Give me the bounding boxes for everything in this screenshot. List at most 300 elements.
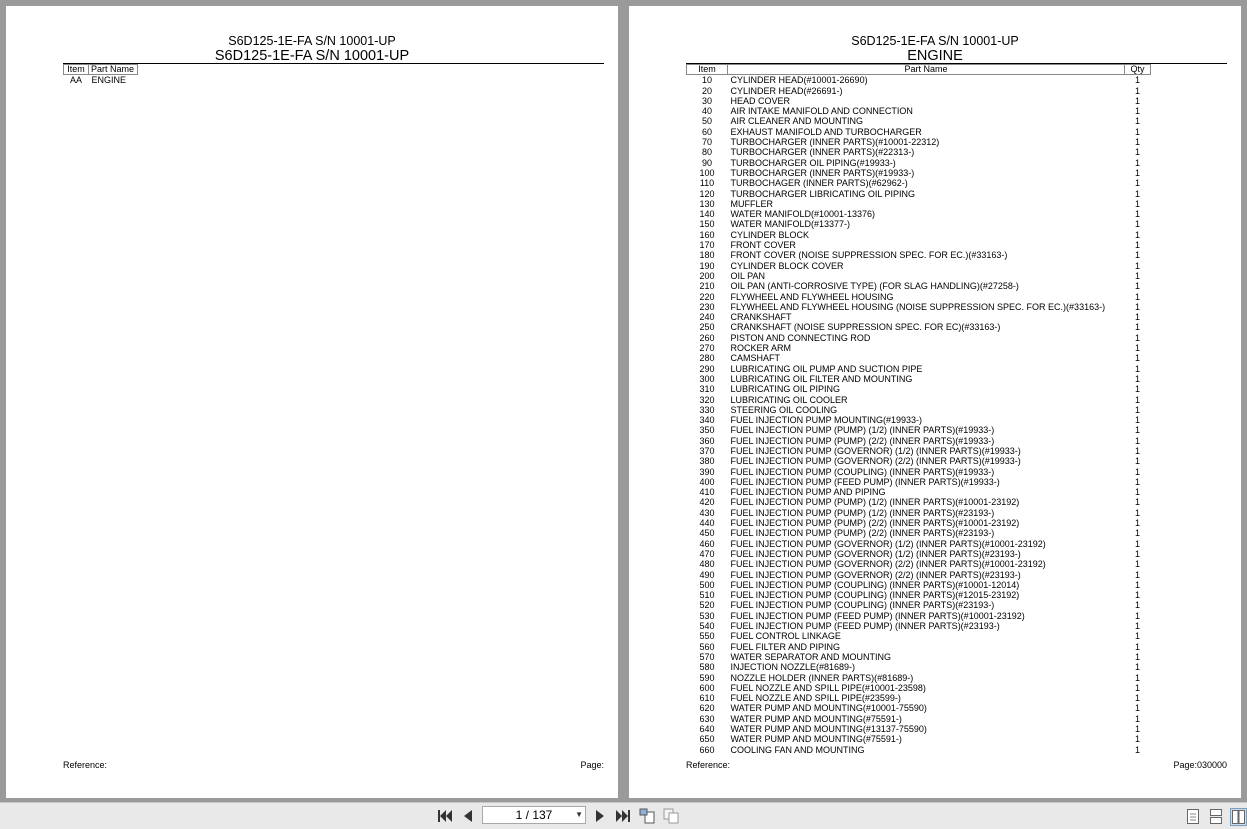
quantity: 1	[1134, 291, 1140, 302]
page-header-line2: ENGINE	[907, 48, 963, 64]
quantity: 1	[1134, 373, 1140, 384]
item-number: 210	[699, 281, 715, 292]
part-name: FUEL INJECTION PUMP (COUPLING) (INNER PARTS)(#12015-23192)	[730, 590, 1020, 601]
part-name: FRONT COVER	[730, 240, 796, 251]
item-number: 280	[699, 353, 715, 364]
quantity: 1	[1134, 147, 1140, 158]
quantity: 1	[1134, 363, 1140, 374]
viewer-toolbar	[0, 802, 1247, 829]
item-number: 580	[699, 662, 715, 673]
item-number: 450	[699, 528, 715, 539]
quantity: 1	[1134, 476, 1140, 487]
table-row	[687, 539, 1151, 549]
skip-to-last-icon[interactable]	[615, 808, 631, 824]
table-row	[687, 374, 1151, 384]
previous-page-icon[interactable]	[460, 808, 476, 824]
item-number: 320	[699, 394, 715, 405]
rotate-view-icon[interactable]	[639, 808, 655, 824]
part-name: FUEL INJECTION PUMP (PUMP) (2/2) (INNER PARTS)(#19933-)	[730, 435, 995, 446]
item-number: 640	[699, 724, 715, 734]
item-number: 530	[699, 610, 715, 621]
table-row	[687, 497, 1151, 507]
table-row	[687, 724, 1151, 734]
item-number: 310	[699, 384, 715, 395]
table-row	[687, 168, 1151, 178]
item-number: 220	[699, 291, 715, 302]
quantity: 1	[1134, 713, 1140, 724]
quantity: 1	[1134, 415, 1140, 426]
item-number: 560	[699, 641, 715, 652]
table-row	[687, 652, 1151, 662]
item-number: 110	[699, 178, 715, 189]
quantity: 1	[1134, 672, 1140, 683]
part-name: FUEL INJECTION PUMP (COUPLING) (INNER PARTS)(#23193-)	[730, 600, 995, 611]
item-number: 180	[699, 250, 715, 261]
quantity: 1	[1134, 137, 1140, 148]
part-name: WATER MANIFOLD(#10001-13376)	[730, 209, 876, 220]
table-row	[687, 487, 1151, 497]
part-name: TURBOCHARGER (INNER PARTS)(#10001-22312)	[730, 137, 940, 148]
table-row	[687, 745, 1151, 755]
item-number: 410	[699, 487, 715, 498]
part-name: FUEL INJECTION PUMP (FEED PUMP) (INNER PARTS)(#10001-23192)	[730, 610, 1025, 621]
item-number: 300	[699, 373, 715, 384]
part-name: WATER PUMP AND MOUNTING(#13137-75590)	[730, 724, 927, 734]
quantity: 1	[1134, 621, 1140, 632]
part-name: MUFFLER	[730, 198, 773, 209]
table-row	[687, 631, 1151, 641]
quantity: 1	[1134, 270, 1140, 281]
table-row	[687, 415, 1151, 425]
next-page-icon[interactable]	[592, 808, 608, 824]
quantity: 1	[1134, 229, 1140, 240]
item-number: 600	[699, 682, 715, 693]
table-row	[687, 384, 1151, 394]
table-row	[687, 600, 1151, 610]
quantity: 1	[1134, 425, 1140, 436]
item-number: 340	[699, 415, 715, 426]
part-name: TURBOCHARGER OIL PIPING(#19933-)	[730, 157, 896, 168]
item-number: 40	[701, 106, 712, 117]
table-row	[687, 518, 1151, 528]
part-name: FUEL INJECTION PUMP (PUMP) (1/2) (INNER PARTS)(#19933-)	[730, 425, 995, 436]
quantity: 1	[1134, 250, 1140, 261]
table-row	[687, 559, 1151, 569]
quantity: 1	[1134, 487, 1140, 498]
part-name: TURBOCHARGER (INNER PARTS)(#22313-)	[730, 147, 915, 158]
part-name: FUEL INJECTION PUMP (GOVERNOR) (2/2) (INNER PARTS)(#23193-)	[730, 569, 1021, 580]
table-row	[687, 333, 1151, 343]
item-number: 430	[699, 507, 715, 518]
item-number: 490	[699, 569, 715, 580]
item-number: 130	[699, 198, 715, 209]
table-row	[687, 189, 1151, 199]
item-number: 390	[699, 466, 715, 477]
parts-table-body	[64, 75, 138, 86]
table-row	[687, 436, 1151, 446]
part-name: FRONT COVER (NOISE SUPPRESSION SPEC. FOR EC.)(#33163-)	[730, 250, 1008, 261]
page-header-line1: S6D125-1E-FA S/N 10001-UP	[851, 34, 1019, 48]
item-number: 460	[699, 538, 715, 549]
part-name: LUBRICATING OIL PUMP AND SUCTION PIPE	[730, 363, 923, 374]
table-row	[687, 693, 1151, 703]
table-row	[687, 456, 1151, 466]
table-row	[687, 209, 1151, 219]
part-name: FUEL INJECTION PUMP (GOVERNOR) (1/2) (INNER PARTS)(#23193-)	[730, 548, 1021, 559]
item-number: 140	[699, 209, 715, 220]
quantity: 1	[1134, 157, 1140, 168]
part-name: OIL PAN (ANTI-CORROSIVE TYPE) (FOR SLAG HANDLING)(#27258-)	[730, 281, 1019, 292]
item-number: 630	[699, 713, 715, 724]
part-name: FUEL INJECTION PUMP MOUNTING(#19933-)	[730, 415, 923, 426]
quantity: 1	[1134, 641, 1140, 652]
part-name: AIR CLEANER AND MOUNTING	[730, 116, 864, 127]
quantity: 1	[1134, 662, 1140, 673]
table-row	[687, 137, 1151, 147]
page-number-input[interactable]	[482, 806, 586, 824]
quantity: 1	[1134, 209, 1140, 220]
header-rule	[63, 63, 604, 64]
table-row	[687, 353, 1151, 363]
item-number: 480	[699, 559, 715, 570]
part-name: FUEL NOZZLE AND SPILL PIPE(#10001-23598)	[730, 682, 926, 693]
table-row	[64, 75, 138, 86]
quantity: 1	[1134, 312, 1140, 323]
table-row	[687, 477, 1151, 487]
column-header-item: Item	[64, 65, 89, 75]
quantity: 1	[1134, 579, 1140, 590]
table-row	[687, 302, 1151, 312]
item-number: 620	[699, 703, 715, 714]
part-name: AIR INTAKE MANIFOLD AND CONNECTION	[730, 106, 913, 117]
part-name: CYLINDER BLOCK COVER	[730, 260, 844, 271]
quantity: 1	[1134, 703, 1140, 714]
item-number: 660	[699, 744, 715, 755]
column-header-item: Item	[687, 65, 728, 75]
quantity: 1	[1134, 404, 1140, 415]
part-name: ROCKER ARM	[730, 343, 792, 354]
item-number: 10	[701, 75, 712, 86]
table-row	[687, 199, 1151, 209]
quantity: 1	[1134, 682, 1140, 693]
quantity: 1	[1134, 435, 1140, 446]
quantity: 1	[1134, 219, 1140, 230]
column-header-part-name: Part Name	[728, 65, 1125, 75]
quantity: 1	[1134, 322, 1140, 333]
column-header-qty: Qty	[1125, 65, 1151, 75]
quantity: 1	[1134, 528, 1140, 539]
table-row	[687, 508, 1151, 518]
part-name: FUEL CONTROL LINKAGE	[730, 631, 841, 642]
quantity: 1	[1134, 559, 1140, 570]
table-row	[687, 405, 1151, 415]
table-row	[687, 240, 1151, 250]
table-row	[687, 703, 1151, 713]
part-name: CRANKSHAFT (NOISE SUPPRESSION SPEC. FOR EC)(#33163-)	[730, 322, 1001, 333]
table-row	[687, 281, 1151, 291]
part-name: HEAD COVER	[730, 95, 791, 106]
table-row	[687, 250, 1151, 260]
quantity: 1	[1134, 116, 1140, 127]
single-page-view-icon[interactable]	[1185, 808, 1201, 824]
item-number: 510	[699, 590, 715, 601]
table-row	[687, 343, 1151, 353]
quantity: 1	[1134, 85, 1140, 96]
quantity: 1	[1134, 610, 1140, 621]
part-name: FUEL INJECTION PUMP (GOVERNOR) (1/2) (INNER PARTS)(#19933-)	[730, 445, 1021, 456]
quantity: 1	[1134, 301, 1140, 312]
part-name: FUEL INJECTION PUMP (COUPLING) (INNER PARTS)(#19933-)	[730, 466, 995, 477]
quantity: 1	[1134, 332, 1140, 343]
table-row	[687, 590, 1151, 600]
item-number: 20	[701, 85, 712, 96]
quantity: 1	[1134, 198, 1140, 209]
table-row	[687, 683, 1151, 693]
item-number: AA	[69, 75, 82, 86]
part-name: ENGINE	[91, 75, 127, 86]
part-name: INJECTION NOZZLE(#81689-)	[730, 662, 856, 673]
table-row	[687, 364, 1151, 374]
table-row	[687, 425, 1151, 435]
item-number: 30	[701, 95, 712, 106]
parts-table	[686, 64, 1151, 755]
quantity: 1	[1134, 466, 1140, 477]
table-row	[687, 580, 1151, 590]
table-row	[687, 116, 1151, 126]
item-number: 190	[699, 260, 715, 271]
table-row	[687, 127, 1151, 137]
table-row	[687, 261, 1151, 271]
item-number: 270	[699, 343, 715, 354]
quantity: 1	[1134, 497, 1140, 508]
part-name: NOZZLE HOLDER (INNER PARTS)(#81689-)	[730, 672, 914, 683]
item-number: 50	[701, 116, 712, 127]
quantity: 1	[1134, 106, 1140, 117]
table-row	[687, 662, 1151, 672]
part-name: FLYWHEEL AND FLYWHEEL HOUSING (NOISE SUPPRESSION SPEC. FOR EC.)(#33163-)	[730, 301, 1106, 312]
item-number: 420	[699, 497, 715, 508]
item-number: 360	[699, 435, 715, 446]
part-name: LUBRICATING OIL FILTER AND MOUNTING	[730, 373, 913, 384]
table-row	[687, 570, 1151, 580]
part-name: TURBOCHAGER (INNER PARTS)(#62962-)	[730, 178, 908, 189]
quantity: 1	[1134, 590, 1140, 601]
table-row	[687, 86, 1151, 96]
part-name: LUBRICATING OIL COOLER	[730, 394, 848, 405]
item-number: 230	[699, 301, 715, 312]
parts-table	[63, 64, 138, 86]
part-name: OIL PAN	[730, 270, 766, 281]
table-row	[687, 467, 1151, 477]
quantity: 1	[1134, 734, 1140, 745]
continuous-view-icon[interactable]	[1208, 808, 1224, 824]
quantity: 1	[1134, 75, 1140, 86]
part-name: FUEL INJECTION PUMP (GOVERNOR) (2/2) (INNER PARTS)(#10001-23192)	[730, 559, 1046, 570]
item-number: 610	[699, 693, 715, 704]
part-name: FUEL INJECTION PUMP (PUMP) (1/2) (INNER PARTS)(#10001-23192)	[730, 497, 1020, 508]
item-number: 200	[699, 270, 715, 281]
quantity: 1	[1134, 126, 1140, 137]
quantity: 1	[1134, 188, 1140, 199]
part-name: FUEL INJECTION PUMP (COUPLING) (INNER PARTS)(#10001-12014)	[730, 579, 1020, 590]
reference-label: Reference:	[686, 760, 731, 770]
part-name: WATER SEPARATOR AND MOUNTING	[730, 651, 892, 662]
page-header-line2: S6D125-1E-FA S/N 10001-UP	[214, 48, 410, 64]
page-indicator-text: 1 / 137	[515, 808, 553, 822]
part-name: LUBRICATING OIL PIPING	[730, 384, 841, 395]
item-number: 330	[699, 404, 715, 415]
quantity: 1	[1134, 569, 1140, 580]
item-number: 250	[699, 322, 715, 333]
quantity: 1	[1134, 445, 1140, 456]
item-number: 520	[699, 600, 715, 611]
skip-to-first-icon[interactable]	[437, 808, 453, 824]
quantity: 1	[1134, 651, 1140, 662]
table-row	[687, 271, 1151, 281]
item-number: 550	[699, 631, 715, 642]
quantity: 1	[1134, 548, 1140, 559]
part-name: TURBOCHARGER LIBRICATING OIL PIPING	[730, 188, 916, 199]
quantity: 1	[1134, 178, 1140, 189]
two-page-view-icon[interactable]	[1230, 808, 1247, 826]
item-number: 120	[699, 188, 715, 199]
quantity: 1	[1134, 95, 1140, 106]
page-header-line1: S6D125-1E-FA S/N 10001-UP	[228, 34, 396, 48]
part-name: FUEL INJECTION PUMP (GOVERNOR) (1/2) (INNER PARTS)(#10001-23192)	[730, 538, 1046, 549]
part-name: WATER PUMP AND MOUNTING(#10001-75590)	[730, 703, 927, 714]
part-name: CYLINDER BLOCK	[730, 229, 810, 240]
quantity: 1	[1134, 744, 1140, 755]
item-number: 160	[699, 229, 715, 240]
table-row	[687, 312, 1151, 322]
table-row	[687, 230, 1151, 240]
item-number: 380	[699, 456, 715, 467]
table-row	[687, 621, 1151, 631]
chevron-down-icon[interactable]: ▼	[575, 810, 583, 819]
item-number: 80	[701, 147, 712, 158]
part-name: CAMSHAFT	[730, 353, 780, 364]
item-number: 90	[701, 157, 712, 168]
quantity: 1	[1134, 260, 1140, 271]
item-number: 350	[699, 425, 715, 436]
table-row	[687, 549, 1151, 559]
quantity: 1	[1134, 353, 1140, 364]
table-row	[687, 219, 1151, 229]
part-name: CYLINDER HEAD(#26691-)	[730, 85, 843, 96]
document-page-left	[6, 6, 618, 798]
item-number: 260	[699, 332, 715, 343]
table-row	[687, 178, 1151, 188]
item-number: 60	[701, 126, 712, 137]
table-row	[687, 292, 1151, 302]
part-name: CRANKSHAFT	[730, 312, 792, 323]
part-name: COOLING FAN AND MOUNTING	[730, 744, 865, 755]
part-name: PISTON AND CONNECTING ROD	[730, 332, 871, 343]
part-name: FUEL INJECTION PUMP (GOVERNOR) (2/2) (INNER PARTS)(#19933-)	[730, 456, 1021, 467]
quantity: 1	[1134, 384, 1140, 395]
part-name: WATER PUMP AND MOUNTING(#75591-)	[730, 713, 902, 724]
table-row	[687, 96, 1151, 106]
table-row	[687, 673, 1151, 683]
item-number: 100	[699, 167, 715, 178]
quantity: 1	[1134, 167, 1140, 178]
quantity: 1	[1134, 631, 1140, 642]
quantity: 1	[1134, 538, 1140, 549]
item-number: 500	[699, 579, 715, 590]
quantity: 1	[1134, 693, 1140, 704]
quantity: 1	[1134, 724, 1140, 734]
quantity: 1	[1134, 394, 1140, 405]
table-row	[687, 147, 1151, 157]
page-label: Page:	[580, 760, 604, 770]
quantity: 1	[1134, 343, 1140, 354]
quantity: 1	[1134, 518, 1140, 529]
part-name: FUEL NOZZLE AND SPILL PIPE(#23599-)	[730, 693, 901, 704]
table-row	[687, 611, 1151, 621]
quantity: 1	[1134, 600, 1140, 611]
part-name: CYLINDER HEAD(#10001-26690)	[730, 75, 868, 86]
reference-label: Reference:	[63, 760, 108, 770]
part-name: FUEL INJECTION PUMP AND PIPING	[730, 487, 886, 498]
parts-table-body	[687, 75, 1151, 755]
part-name: WATER MANIFOLD(#13377-)	[730, 219, 851, 230]
item-number: 290	[699, 363, 715, 374]
part-name: STEERING OIL COOLING	[730, 404, 838, 415]
part-name: FLYWHEEL AND FLYWHEEL HOUSING	[730, 291, 894, 302]
table-row	[687, 734, 1151, 744]
item-number: 150	[699, 219, 715, 230]
table-row	[687, 395, 1151, 405]
item-number: 540	[699, 621, 715, 632]
table-row	[687, 642, 1151, 652]
document-page-right	[629, 6, 1241, 798]
part-name: FUEL INJECTION PUMP (PUMP) (2/2) (INNER PARTS)(#23193-)	[730, 528, 995, 539]
quantity: 1	[1134, 456, 1140, 467]
quantity: 1	[1134, 240, 1140, 251]
part-name: FUEL FILTER AND PIPING	[730, 641, 841, 652]
item-number: 570	[699, 651, 715, 662]
item-number: 70	[701, 137, 712, 148]
table-row	[687, 714, 1151, 724]
item-number: 650	[699, 734, 715, 745]
table-row	[687, 322, 1151, 332]
part-name: FUEL INJECTION PUMP (PUMP) (2/2) (INNER PARTS)(#10001-23192)	[730, 518, 1020, 529]
table-row	[687, 158, 1151, 168]
part-name: FUEL INJECTION PUMP (FEED PUMP) (INNER PARTS)(#19933-)	[730, 476, 1000, 487]
item-number: 170	[699, 240, 715, 251]
part-name: FUEL INJECTION PUMP (FEED PUMP) (INNER PARTS)(#23193-)	[730, 621, 1000, 632]
part-name: FUEL INJECTION PUMP (PUMP) (1/2) (INNER PARTS)(#23193-)	[730, 507, 995, 518]
item-number: 240	[699, 312, 715, 323]
part-name: TURBOCHARGER (INNER PARTS)(#19933-)	[730, 167, 915, 178]
quantity: 1	[1134, 281, 1140, 292]
table-row	[687, 106, 1151, 116]
page-label: Page:030000	[1173, 760, 1227, 770]
item-number: 370	[699, 445, 715, 456]
item-number: 590	[699, 672, 715, 683]
item-number: 440	[699, 518, 715, 529]
column-header-part-name: Part Name	[89, 65, 138, 75]
item-number: 470	[699, 548, 715, 559]
item-number: 400	[699, 476, 715, 487]
part-name: WATER PUMP AND MOUNTING(#75591-)	[730, 734, 902, 745]
part-name: EXHAUST MANIFOLD AND TURBOCHARGER	[730, 126, 922, 137]
quantity: 1	[1134, 507, 1140, 518]
table-row	[687, 528, 1151, 538]
copy-pages-icon[interactable]	[663, 808, 679, 824]
table-row	[687, 446, 1151, 456]
table-row	[687, 75, 1151, 86]
